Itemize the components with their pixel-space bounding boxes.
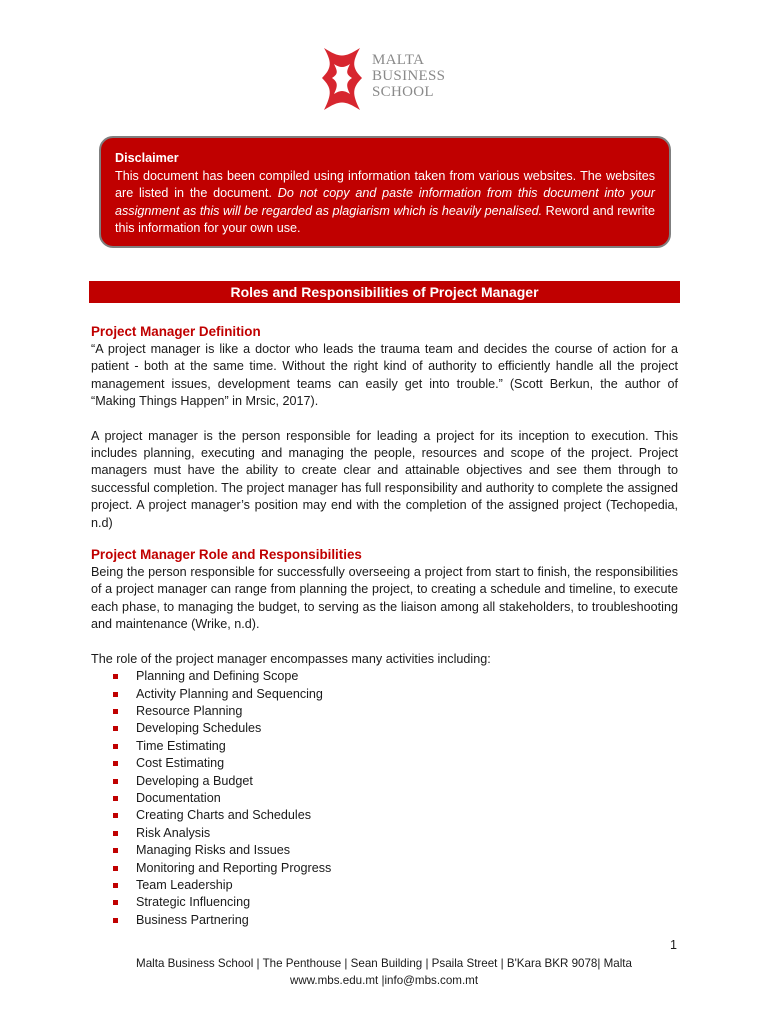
list-item: Developing a Budget xyxy=(91,773,678,790)
list-item: Managing Risks and Issues xyxy=(91,842,678,859)
list-item: Documentation xyxy=(91,790,678,807)
list-item: Creating Charts and Schedules xyxy=(91,807,678,824)
paragraph-definition: A project manager is the person responsible for leading a project for its inception to execution. This includes planning, executing and managing the people, resources and scope of the project. Project managers must have the ability to create clear and attainable objectives and see them through to successful completion. The project manager has full responsibility and authority to complete the assigned project. A project manager’s position may end with the completion of the assigned project (Techopedia, n.d) xyxy=(91,428,678,530)
bullet-icon xyxy=(113,692,118,697)
logo-line-malta: MALTA xyxy=(372,52,425,68)
document-body xyxy=(91,323,678,929)
bullet-icon xyxy=(113,674,118,679)
paragraph-quote: “A project manager is like a doctor who leads the trauma team and decides the course of action for a patient - both at the same time. Without the right kind of authority to efficiently handle all the project management issues, development teams can easily get into trouble.” (Scott Berkun, the author of “Making Things Happen” in Mrsic, 2017). xyxy=(91,342,678,409)
paragraph-responsibilities: Being the person responsible for successfully overseeing a project from start to finish, the responsibilities of a project manager can range from planning the project, to creating a schedule and timeline, to execute each phase, to managing the budget, to serving as the liaison among all stakeholders, to troubleshooting and maintenance (Wrike, n.d). xyxy=(91,565,678,632)
list-item: Team Leadership xyxy=(91,877,678,894)
disclaimer-box xyxy=(99,136,671,248)
list-item: Risk Analysis xyxy=(91,825,678,842)
list-item: Time Estimating xyxy=(91,738,678,755)
section-banner: Roles and Responsibilities of Project Manager xyxy=(89,281,680,303)
bullet-icon xyxy=(113,831,118,836)
list-item: Business Partnering xyxy=(91,912,678,929)
bullet-icon xyxy=(113,709,118,714)
activities-list xyxy=(91,668,678,929)
page-number: 1 xyxy=(670,938,678,952)
bullet-icon xyxy=(113,883,118,888)
bullet-icon xyxy=(113,866,118,871)
list-item: Planning and Defining Scope xyxy=(91,668,678,685)
list-item: Cost Estimating xyxy=(91,755,678,772)
malta-business-school-logo xyxy=(318,42,458,118)
section-heading-responsibilities: Project Manager Role and Responsibilities xyxy=(91,547,362,563)
list-item: Activity Planning and Sequencing xyxy=(91,686,678,703)
section-heading-definition: Project Manager Definition xyxy=(91,324,261,339)
bullet-icon xyxy=(113,900,118,905)
list-item: Strategic Influencing xyxy=(91,894,678,911)
disclaimer-title: Disclaimer xyxy=(115,151,179,165)
paragraph-activities-intro: The role of the project manager encompasses many activities including: xyxy=(91,651,491,666)
bullet-icon xyxy=(113,918,118,923)
footer-contact: www.mbs.edu.mt |info@mbs.com.mt xyxy=(289,974,479,987)
list-item: Resource Planning xyxy=(91,703,678,720)
footer-address: Malta Business School | The Penthouse | Sean Building | Psaila Street | B'Kara BKR 9078| Malta xyxy=(136,957,632,970)
logo-mark-icon xyxy=(318,44,366,116)
logo-line-business: BUSINESS xyxy=(372,68,446,84)
disclaimer-warning: Do not copy and paste information from this document into your assignment as this will be regarded as plagiarism which is heavily penalised. xyxy=(115,186,655,218)
disclaimer-text-end: Reword and rewrite this information for your own use. xyxy=(115,203,655,235)
bullet-icon xyxy=(113,779,118,784)
bullet-icon xyxy=(113,726,118,731)
list-item: Developing Schedules xyxy=(91,720,678,737)
logo-line-school: SCHOOL xyxy=(372,84,434,100)
page-footer xyxy=(0,955,768,989)
bullet-icon xyxy=(113,813,118,818)
bullet-icon xyxy=(113,848,118,853)
bullet-icon xyxy=(113,796,118,801)
bullet-icon xyxy=(113,744,118,749)
logo-text xyxy=(372,52,445,100)
disclaimer-text: This document has been compiled using information taken from various websites. The websites are listed in the document. xyxy=(115,168,655,200)
bullet-icon xyxy=(113,761,118,766)
list-item: Monitoring and Reporting Progress xyxy=(91,860,678,877)
